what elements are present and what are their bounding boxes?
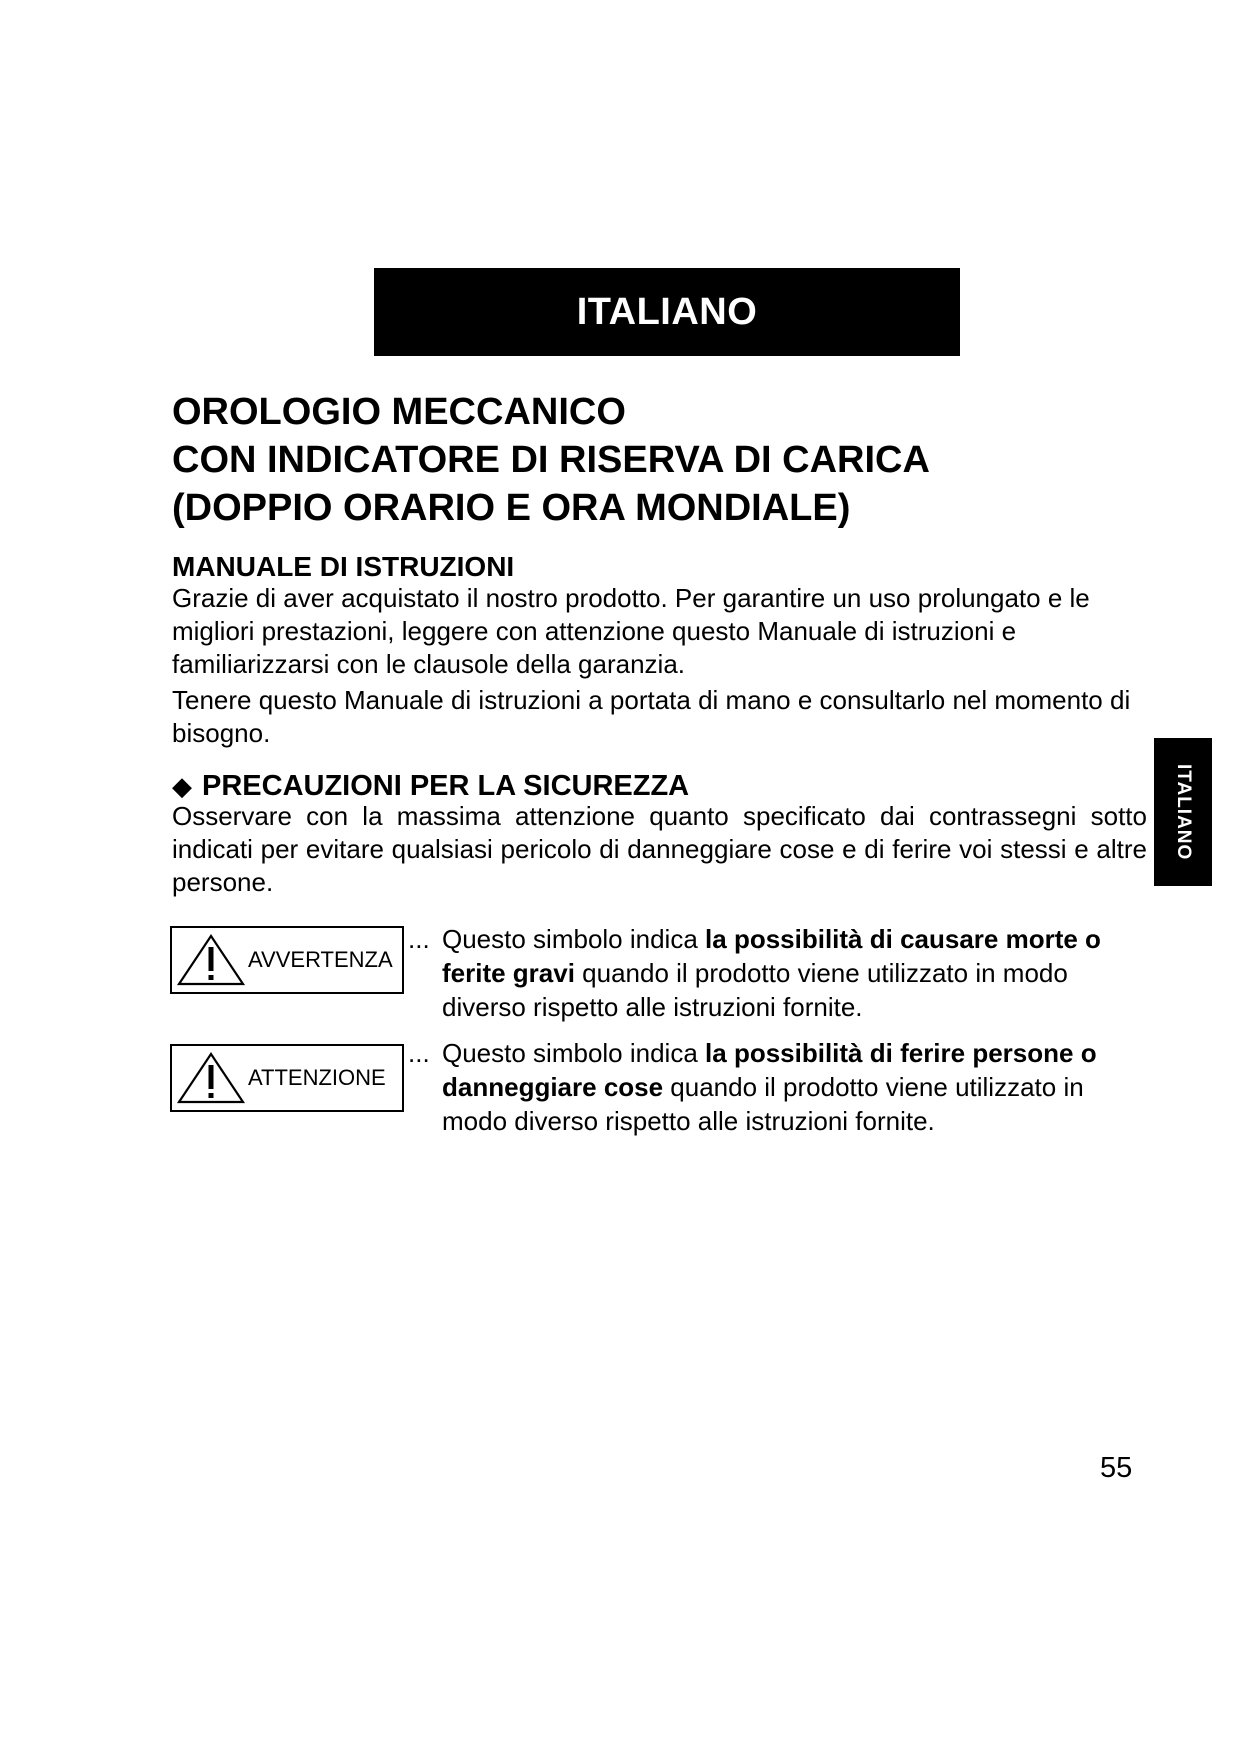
caution-desc-tail: quando il prodotto viene utilizzato in modo diverso rispetto alle istruzioni fornite. (442, 1072, 1084, 1136)
caution-label: ATTENZIONE (248, 1065, 386, 1090)
language-banner-label: ITALIANO (576, 290, 758, 333)
safety-paragraph: Osservare con la massima attenzione quanto specificato dai contrassegni sotto indicati per evitare qualsiasi pericolo di danneggiare cose e di ferire voi stessi e altre persone. (172, 801, 1147, 897)
side-tab-label: ITALIANO (1173, 763, 1194, 861)
title-line-1: OROLOGIO MECCANICO (172, 391, 626, 433)
warning-triangle-icon (176, 1051, 246, 1105)
warning-triangle-icon (176, 933, 246, 987)
intro-paragraph-1: Grazie di aver acquistato il nostro prodotto. Per garantire un uso prolungato e le migliori prestazioni, leggere con attenzione questo Manuale di istruzioni e familiarizzarsi con le clausole della garanzia. (172, 583, 1090, 679)
intro-paragraph-2: Tenere questo Manuale di istruzioni a portata di mano e consultarlo nel momento di bisogno. (172, 685, 1131, 748)
language-banner (374, 268, 960, 356)
warning-desc-lead: Questo simbolo indica (442, 924, 706, 954)
leader-dots: ... (408, 924, 430, 954)
warning-desc-tail: quando il prodotto viene utilizzato in modo diverso rispetto alle istruzioni fornite. (442, 958, 1068, 1022)
page-title (172, 388, 930, 532)
language-side-tab (1154, 738, 1212, 886)
warning-symbol-box (170, 926, 404, 994)
safety-heading-label: PRECAUZIONI PER LA SICUREZZA (202, 770, 690, 802)
title-line-2: CON INDICATORE DI RISERVA DI CARICA (172, 439, 930, 481)
warning-desc-bold: la possibilità di causare morte o ferite gravi (442, 924, 1101, 988)
page-number: 55 (1100, 1452, 1133, 1484)
safety-heading (172, 768, 689, 804)
caution-desc-lead: Questo simbolo indica (442, 1038, 706, 1068)
warning-description (410, 922, 1150, 1024)
warning-label: AVVERTENZA (248, 947, 393, 972)
caution-description (410, 1036, 1150, 1138)
caution-desc-bold: la possibilità di ferire persone o danneggiare cose (442, 1038, 1097, 1102)
title-line-3: (DOPPIO ORARIO E ORA MONDIALE) (172, 487, 851, 529)
manual-subtitle: MANUALE DI ISTRUZIONI (172, 551, 515, 582)
caution-symbol-box (170, 1044, 404, 1112)
leader-dots: ... (408, 1038, 430, 1068)
diamond-bullet-icon: ◆ (172, 771, 192, 801)
